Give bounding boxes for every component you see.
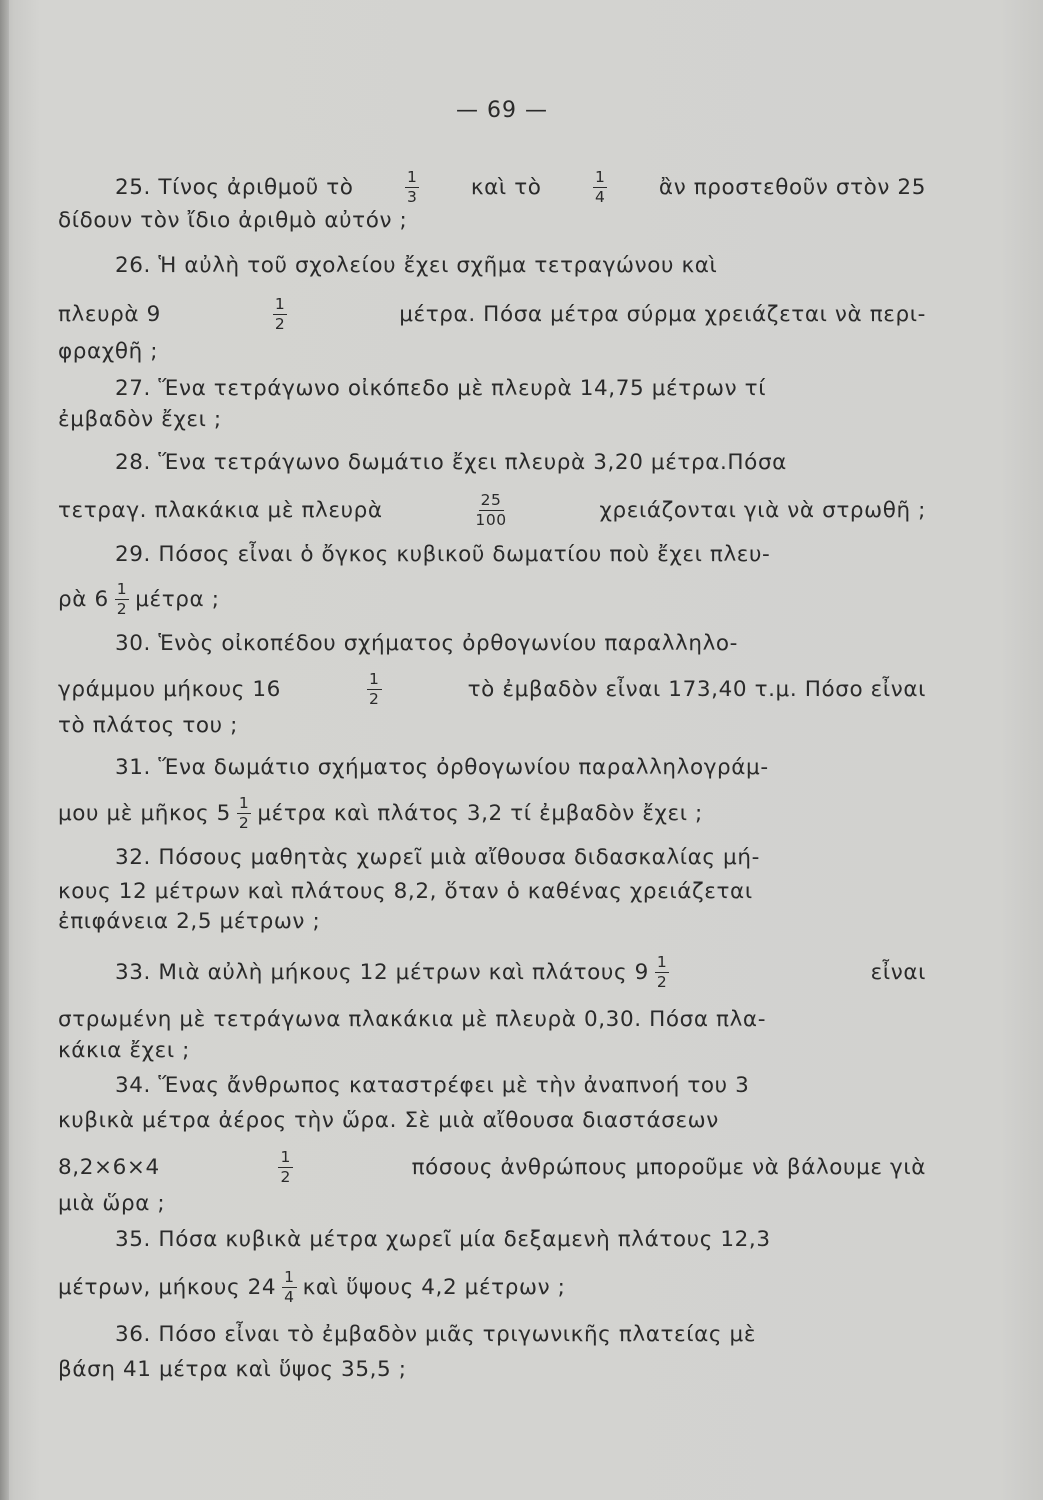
problem-36-line-2: βάση 41 μέτρα καὶ ὕψος 35,5 ; [58,1357,407,1382]
fraction: $\frac{1}{4}$ [595,168,606,206]
text-segment: ἂν προστεθοῦν στὸν 25 [658,174,926,200]
problem-36-line-1: 36. Πόσο εἶναι τὸ ἐμβαδὸν μιᾶς τριγωνικῆς πλατείας μὲ [115,1322,757,1347]
problem-30-line-2 [58,672,926,707]
problem-33-line-3: κάκια ἔχει ; [58,1038,191,1063]
problem-26-line-2 [58,297,926,332]
text-segment: 8,2×6×4 [58,1154,160,1180]
problem-27-line-2: ἐμβαδὸν ἔχει ; [58,407,222,432]
text-segment: καὶ τὸ [470,174,542,200]
text-segment: τὸ ἐμβαδὸν εἶναι 173,40 τ.μ. Πόσο εἶναι [467,676,926,702]
problem-34-line-2: κυβικὰ μέτρα ἀέρος τὴν ὥρα. Σὲ μιὰ αἴθουσα διαστάσεων [58,1108,719,1133]
fraction: $\frac{1}{2}$ [280,1148,291,1186]
fraction: $\frac{1}{4}$ [284,1268,295,1306]
problem-29-line-1: 29. Πόσος εἶναι ὁ ὄγκος κυβικοῦ δωματίου ποὺ ἔχει πλευ- [115,542,771,567]
problem-33-line-2: στρωμένη μὲ τετράγωνα πλακάκια μὲ πλευρὰ 0,30. Πόσα πλα- [58,1007,767,1032]
text-segment: γράμμου μήκους 16 [58,676,281,702]
problem-25-line-1 [115,170,926,205]
problem-31-line-2 [58,796,926,831]
problem-33-line-1 [115,955,926,990]
text-segment: μου μὲ μῆκος 5 [58,800,231,826]
problem-26-line-3: φραχθῆ ; [58,339,159,364]
problem-34-line-3 [58,1150,926,1185]
problem-29-line-2 [58,582,926,617]
text-segment: ρὰ 6 [58,586,109,612]
text-segment: εἶναι [870,959,926,985]
text-segment: μέτρα ; [135,586,220,612]
problem-26-line-1: 26. Ἡ αὐλὴ τοῦ σχολείου ἔχει σχῆμα τετραγώνου καὶ [115,253,718,278]
text-segment: μέτρων, μήκους 24 [58,1274,277,1300]
problem-32-line-3: ἐπιφάνεια 2,5 μέτρων ; [58,909,321,934]
problem-35-line-1: 35. Πόσα κυβικὰ μέτρα χωρεῖ μία δεξαμενὴ πλάτους 12,3 [115,1227,771,1252]
problem-25-line-2: δίδουν τὸν ἴδιο ἀριθμὸ αὐτόν ; [58,208,408,233]
fraction: $\frac{1}{2}$ [656,953,668,991]
fraction: $\frac{1}{3}$ [406,168,418,206]
page-number: — 69 — [456,98,548,123]
text-segment: μέτρα. Πόσα μέτρα σύρμα χρειάζεται νὰ περι- [399,301,926,327]
problem-28-line-1: 28. Ἕνα τετράγωνο δωμάτιο ἔχει πλευρὰ 3,20 μέτρα.Πόσα [115,450,787,475]
problem-28-line-2 [58,493,926,528]
problem-32-line-1: 32. Πόσους μαθητὰς χωρεῖ μιὰ αἴθουσα διδασκαλίας μή- [115,845,760,870]
problem-30-line-3: τὸ πλάτος του ; [58,713,238,738]
fraction: $\frac{1}{2}$ [369,670,380,708]
text-segment: μέτρα καὶ πλάτος 3,2 τί ἐμβαδὸν ἔχει ; [257,800,703,826]
problem-34-line-1: 34. Ἕνας ἄνθρωπος καταστρέφει μὲ τὴν ἀναπνοή του 3 [115,1073,750,1098]
problem-35-line-2 [58,1270,926,1305]
fraction: $\frac{1}{2}$ [274,295,286,333]
text-segment: καὶ ὕψους 4,2 μέτρων ; [302,1274,566,1300]
text-segment: 25. Τίνος ἀριθμοῦ τὸ [115,174,354,200]
fraction: $\frac{1}{2}$ [116,580,128,618]
text-segment: χρειάζονται γιὰ νὰ στρωθῆ ; [599,497,926,523]
fraction: $\frac{1}{2}$ [238,794,250,832]
text-segment: τετραγ. πλακάκια μὲ πλευρὰ [58,497,383,523]
text-segment: 33. Μιὰ αὐλὴ μήκους 12 μέτρων καὶ πλάτους 9 [115,959,649,985]
problem-31-line-1: 31. Ἕνα δωμάτιο σχήματος ὀρθογωνίου παραλληλογράμ- [115,755,769,780]
text-segment: πλευρὰ 9 [58,301,161,327]
problem-27-line-1: 27. Ἕνα τετράγωνο οἰκόπεδο μὲ πλευρὰ 14,75 μέτρων τί [115,376,767,401]
problem-32-line-2: κους 12 μέτρων καὶ πλάτους 8,2, ὅταν ὁ καθένας χρειάζεται [58,879,753,904]
fraction: $\frac{25}{100}$ [475,491,507,529]
text-segment: πόσους ἀνθρώπους μποροῦμε νὰ βάλουμε γιὰ [411,1154,926,1180]
book-spine-shadow [0,0,9,1500]
problem-30-line-1: 30. Ἑνὸς οἰκοπέδου σχήματος ὀρθογωνίου παραλληλο- [115,631,739,656]
problem-34-line-4: μιὰ ὥρα ; [58,1191,166,1216]
